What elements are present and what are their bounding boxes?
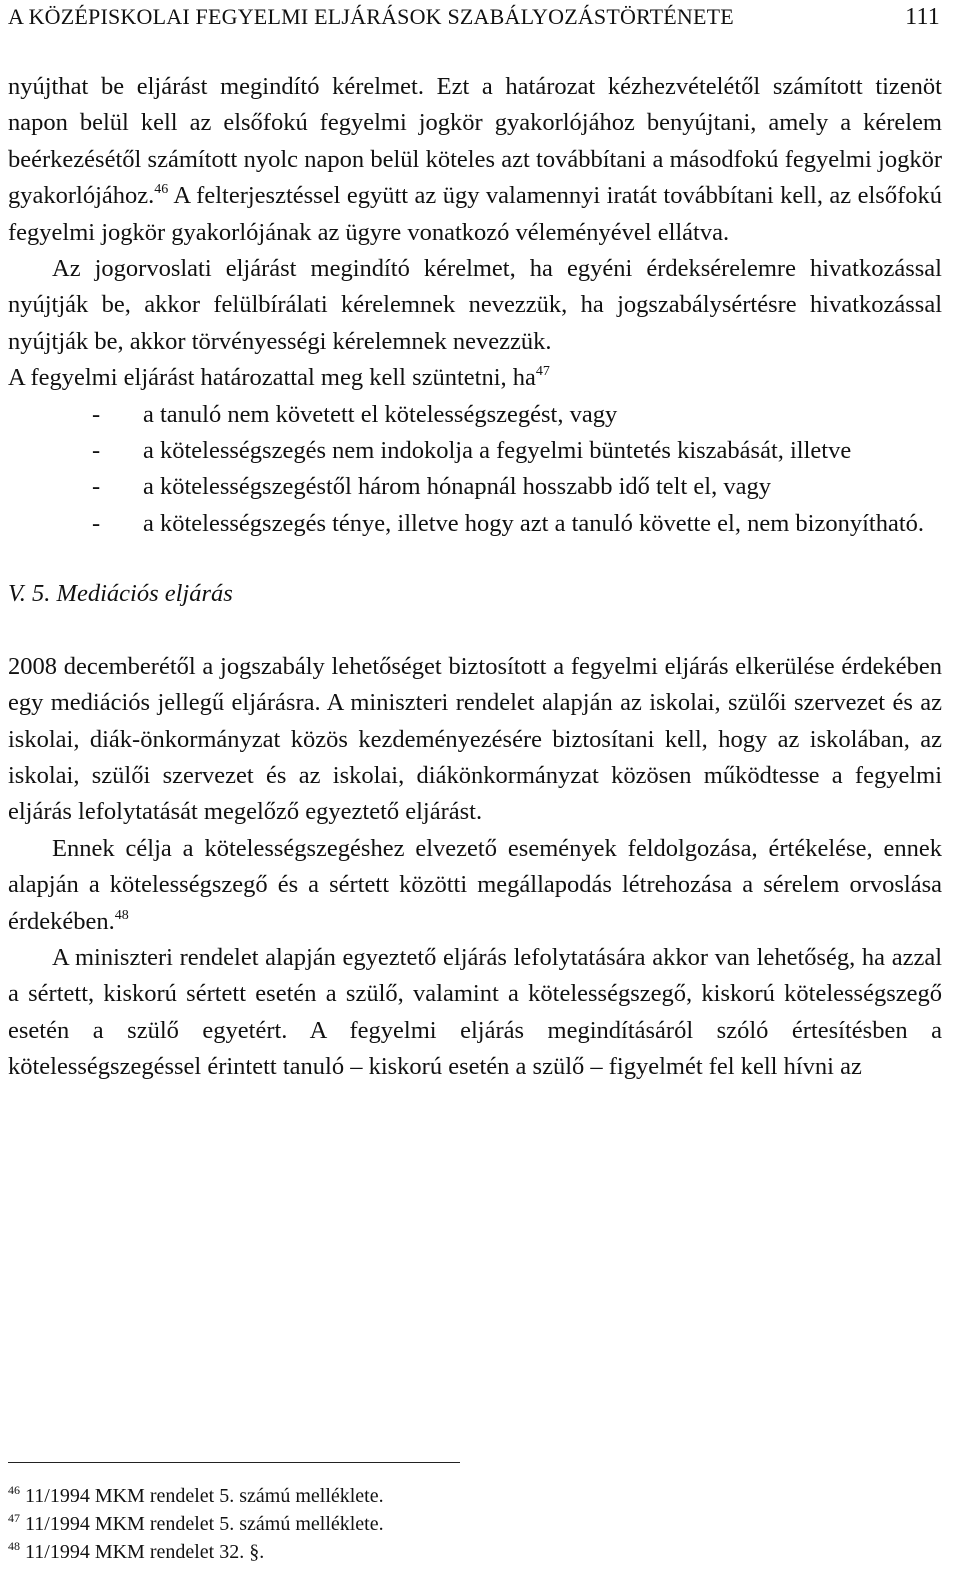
footnote-text: 11/1994 MKM rendelet 5. számú melléklete. [20, 1485, 384, 1507]
list-marker: - [92, 400, 101, 428]
footnote-reference[interactable]: 46 [154, 182, 169, 198]
paragraph-text: Ennek célja a kötelességszegéshez elvezető események feldolgozása, értékelése, ennek alapján a kötelességszegő és a sértett közötti megállapodás létrehozása a sérelem orvoslása érdekében. [8, 834, 942, 935]
condition-list [8, 397, 942, 543]
footnote-reference[interactable]: 47 [535, 364, 550, 380]
paragraph-text: A fegyelmi eljárást határozattal meg kell szüntetni, ha [8, 364, 536, 392]
list-item-text: a tanuló nem követett el kötelességszegést, vagy [143, 400, 618, 428]
footnote-reference[interactable]: 48 [114, 907, 129, 923]
running-title: A KÖZÉPISKOLAI FEGYELMI ELJÁRÁSOK SZABÁLYOZÁSTÖRTÉNETE [8, 4, 734, 29]
footnote-number: 48 [8, 1539, 20, 1553]
footnote [8, 1482, 384, 1510]
body-text [8, 69, 942, 1086]
list-item-text: a kötelességszegés ténye, illetve hogy azt a tanuló követte el, nem bizonyítható. [143, 509, 925, 537]
running-header [8, 4, 942, 31]
paragraph: A miniszteri rendelet alapján egyeztető eljárás lefolytatására akkor van lehetőség, ha azzal a sértett, kiskorú sértett esetén a szülő, valamint a kötelességszegő, kiskorú kötelességszegő esetén a szülő egyetért. A fegyelmi eljárás megindításáról szóló értesítésben a kötelességszegéssel érintett tanuló – kiskorú esetén a szülő – figyelmét fel kell hívni az [8, 943, 942, 1081]
paragraph [8, 360, 942, 396]
list-item [8, 397, 942, 433]
paragraph-text: nyújthat be eljárást megindító kérelmet. Ezt a határozat kézhezvételétől számított tizenöt napon belül kell az elsőfokú fegyelmi jogkör gyakorlójához benyújtani, amely a kérelem beérkezésétől számított nyolc napon belül köteles azt továbbítani a másodfokú fegyelmi jogkör gyakorlójához. [8, 73, 942, 210]
list-item [8, 506, 942, 542]
page-number: 111 [905, 4, 940, 30]
footnote-number: 46 [8, 1483, 20, 1497]
paragraph: Az jogorvoslati eljárást megindító kérelmet, ha egyéni érdeksérelemre hivatkozással nyújtják be, akkor felülbírálati kérelemnek nevezzük, ha jogszabálysértésre hivatkozással nyújtják be, akkor törvényességi kérelemnek nevezzük. [8, 255, 942, 355]
footnote-separator [8, 1462, 460, 1463]
list-marker: - [92, 509, 101, 537]
list-item-text: a kötelességszegés nem indokolja a fegyelmi büntetés kiszabását, illetve [143, 437, 852, 465]
footnote [8, 1538, 384, 1566]
list-marker: - [92, 437, 101, 465]
list-item [8, 469, 942, 505]
paragraph [8, 69, 942, 251]
footnote [8, 1510, 384, 1538]
footnote-text: 11/1994 MKM rendelet 5. számú melléklete. [20, 1513, 384, 1535]
list-marker: - [92, 473, 101, 501]
footnotes [8, 1482, 384, 1566]
paragraph [8, 831, 942, 940]
footnote-number: 47 [8, 1511, 20, 1525]
list-item-text: a kötelességszegéstől három hónapnál hosszabb idő telt el, vagy [143, 473, 771, 501]
section-heading: V. 5. Mediációs eljárás [8, 580, 233, 608]
paragraph-text: A felterjesztéssel együtt az ügy valamennyi iratát továbbítani kell, az elsőfokú fegyelmi jogkör gyakorlójának az ügyre vonatkozó véleményével ellátva. [8, 182, 942, 246]
footnote-text: 11/1994 MKM rendelet 32. §. [20, 1541, 265, 1563]
paragraph: 2008 decemberétől a jogszabály lehetőséget biztosított a fegyelmi eljárás elkerülése érdekében egy mediációs jellegű eljárásra. A miniszteri rendelet alapján az iskolai, szülői szervezet és az iskolai, diák-önkormányzat közös kezdeményezésére biztosítani kell, hogy az iskolában, az iskolai, szülői szervezet és az iskolai, diákönkormányzat közösen működtesse a fegyelmi eljárás lefolytatását megelőző egyeztető eljárást. [8, 652, 942, 826]
list-item [8, 433, 942, 469]
